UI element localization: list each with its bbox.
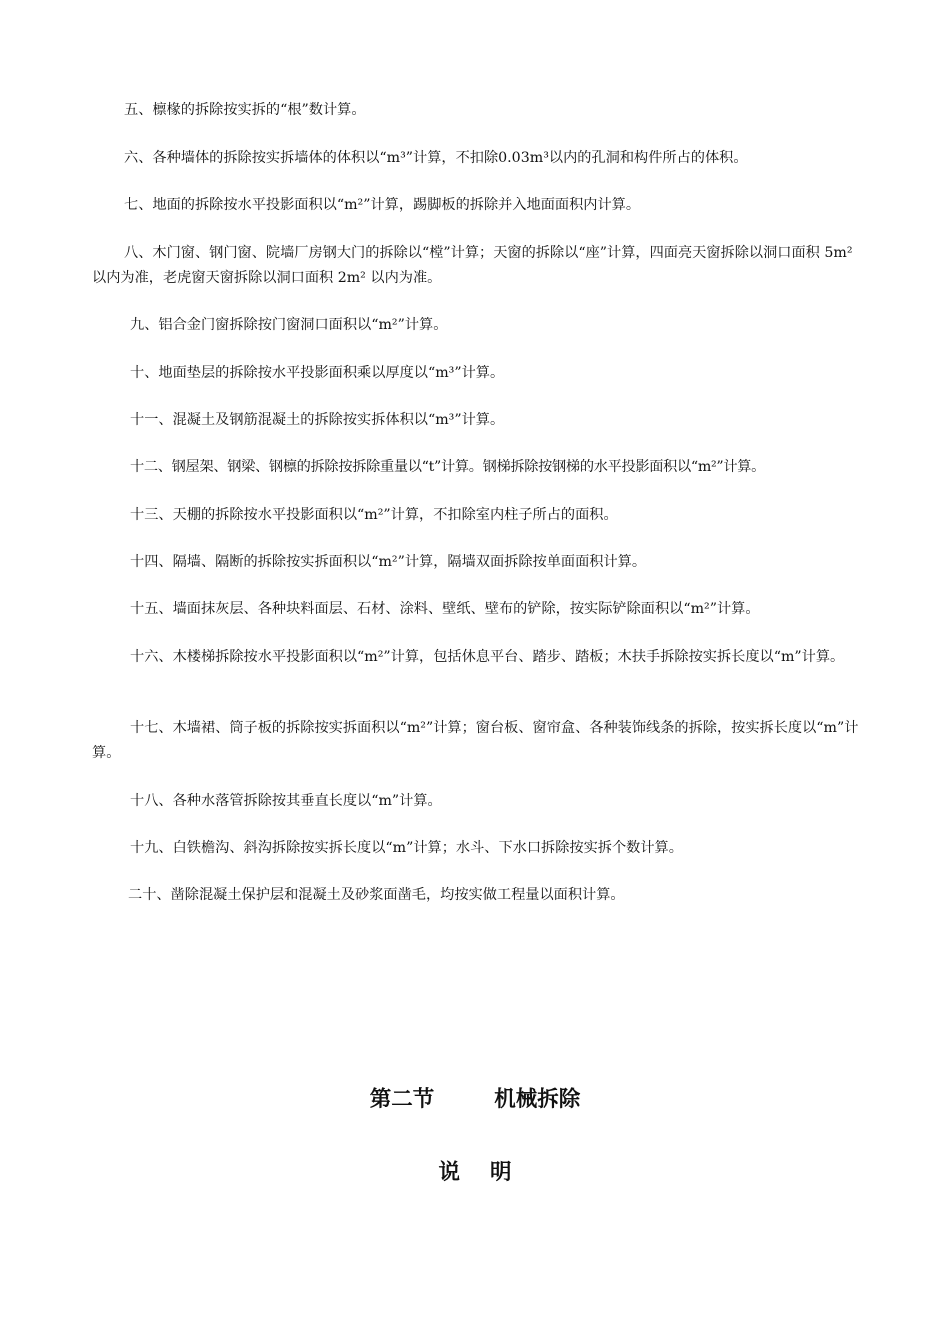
subheading-char-2: 明 xyxy=(490,1160,512,1185)
rule-paragraph-14: 十四、隔墙、隔断的拆除按实拆面积以“m²”计算，隔墙双面拆除按单面面积计算。 xyxy=(130,554,647,570)
rule-paragraph-19: 十九、白铁檐沟、斜沟拆除按实拆长度以“m”计算；水斗、下水口拆除按实拆个数计算。 xyxy=(130,840,683,856)
rule-paragraph-11: 十一、混凝土及钢筋混凝土的拆除按实拆体积以“m³”计算。 xyxy=(130,412,505,428)
subheading-explanation xyxy=(0,1155,950,1186)
rule-paragraph-15: 十五、墙面抹灰层、各种块料面层、石材、涂料、壁纸、壁布的铲除，按实际铲除面积以“m²”计算。 xyxy=(130,601,760,617)
rule-paragraph-12: 十二、钢屋架、钢梁、钢檩的拆除按拆除重量以“t”计算。钢梯拆除按钢梯的水平投影面积以“m²”计算。 xyxy=(130,459,766,475)
rule-paragraph-5: 五、檩椽的拆除按实拆的“根”数计算。 xyxy=(124,102,366,118)
rule-paragraph-7: 七、地面的拆除按水平投影面积以“m²”计算，踢脚板的拆除并入地面面积内计算。 xyxy=(124,197,641,213)
rule-paragraph-17: 十七、木墙裙、筒子板的拆除按实拆面积以“m²”计算；窗台板、窗帘盒、各种装饰线条的拆除，按实拆长度以“m”计算。 xyxy=(92,720,859,761)
rule-paragraph-18: 十八、各种水落管拆除按其垂直长度以“m”计算。 xyxy=(130,793,442,809)
rule-paragraph-10: 十、地面垫层的拆除按水平投影面积乘以厚度以“m³”计算。 xyxy=(130,365,505,381)
section-heading xyxy=(0,1082,950,1113)
rule-paragraph-8: 八、木门窗、钢门窗、院墙厂房钢大门的拆除以“樘”计算；天窗的拆除以“座”计算，四面亮天窗拆除以洞口面积 5m² 以内为准，老虎窗天窗拆除以洞口面积 2m² 以内为准。 xyxy=(92,245,853,286)
rule-paragraph-9: 九、铝合金门窗拆除按门窗洞口面积以“m²”计算。 xyxy=(130,317,448,333)
rule-paragraph-13: 十三、天棚的拆除按水平投影面积以“m²”计算，不扣除室内柱子所占的面积。 xyxy=(130,507,618,523)
section-title: 机械拆除 xyxy=(494,1087,581,1112)
section-number: 第二节 xyxy=(369,1087,435,1112)
rule-paragraph-6: 六、各种墙体的拆除按实拆墙体的体积以“m³”计算，不扣除0.03m³以内的孔洞和构件所占的体积。 xyxy=(124,150,748,166)
rule-paragraph-20: 二十、凿除混凝土保护层和混凝土及砂浆面凿毛，均按实做工程量以面积计算。 xyxy=(128,887,625,903)
subheading-char-1: 说 xyxy=(438,1160,460,1185)
rule-paragraph-16: 十六、木楼梯拆除按水平投影面积以“m²”计算，包括休息平台、踏步、踏板；木扶手拆除按实拆长度以“m”计算。 xyxy=(130,649,845,665)
